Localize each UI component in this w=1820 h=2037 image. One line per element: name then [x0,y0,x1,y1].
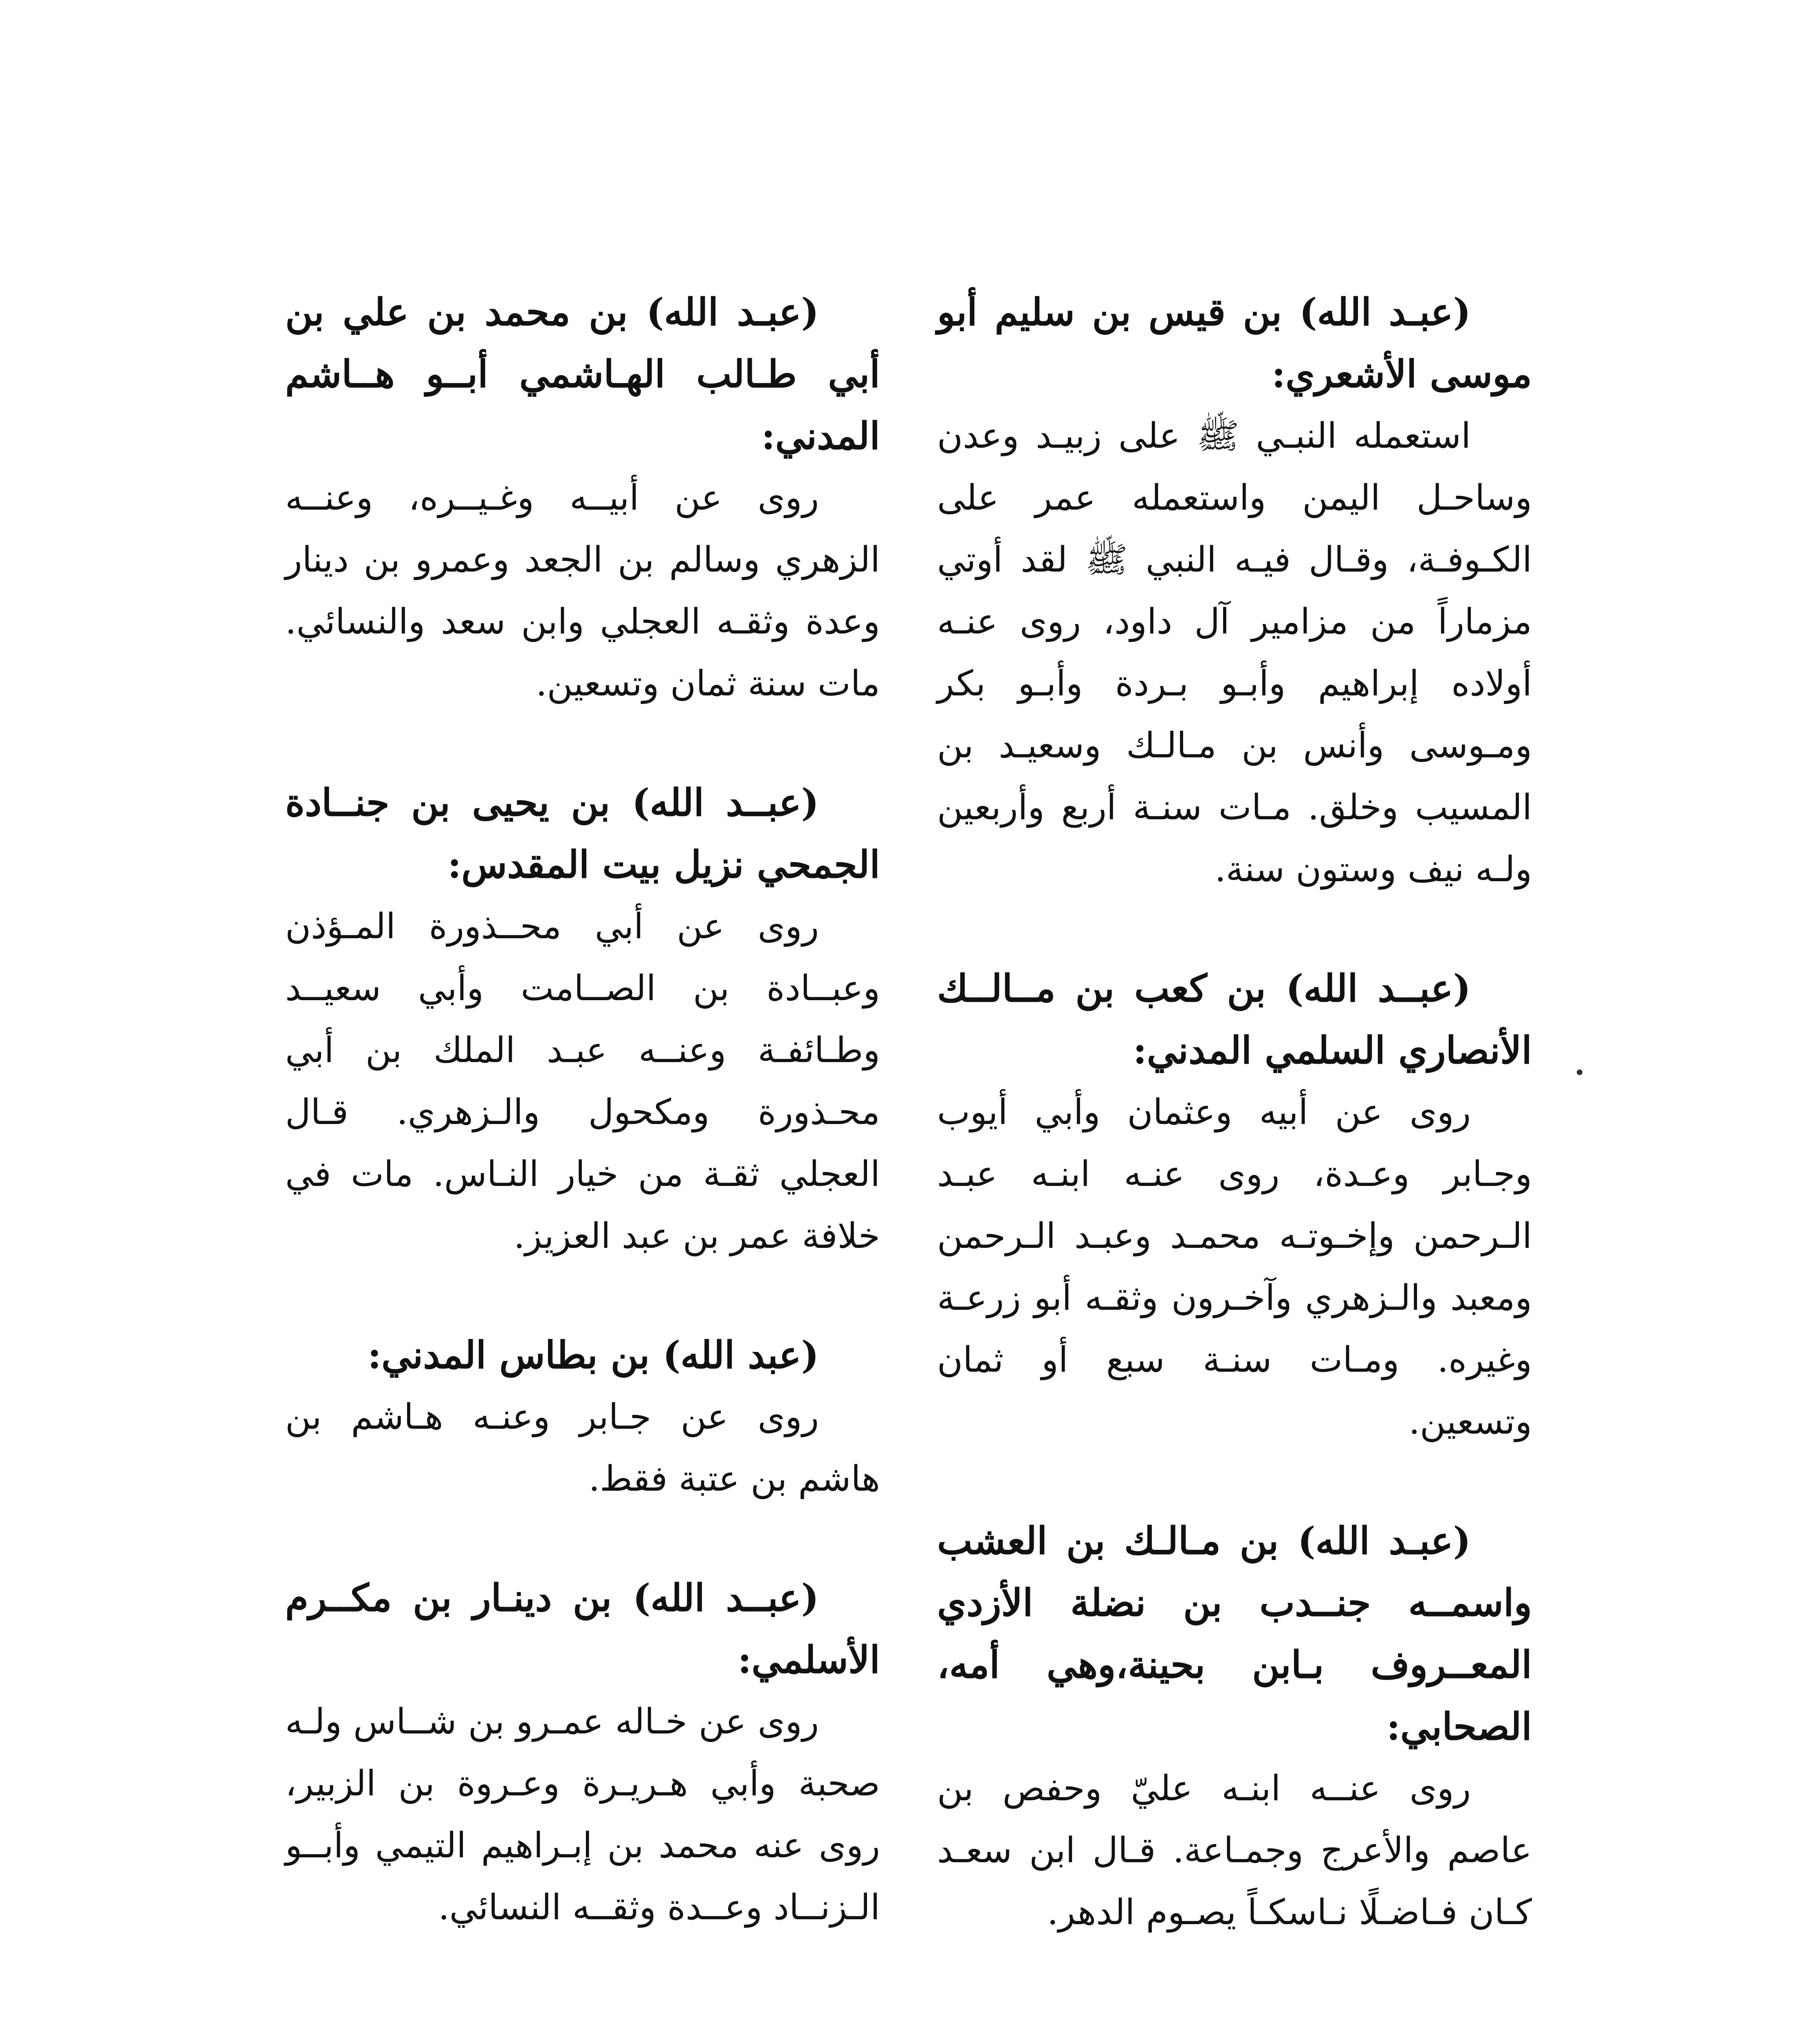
biography-entry [285,281,880,715]
entry-heading: (عبـد الله) بن قيس بن سليم أبو موسى الأشعري: [937,290,1532,396]
biography-entry [285,1324,880,1510]
biography-entry [937,957,1532,1453]
entry-body: روى عن أبيــه وغـيــره، وعنــه الزهري وسالم بن الجعد وعمرو بن دينار وعدة وثقـه العجلي وابن سعد والنسائي. مات سنة ثمان وتسعين. [285,477,880,704]
scan-speck [1577,1069,1582,1075]
biography-entry [285,1567,880,1938]
biography-entry [937,281,1532,900]
left-column [285,281,880,1938]
entry-heading: (عبد الله) بن بطاس المدني: [368,1333,819,1377]
entry-body: روى عن أبي محــذورة المـؤذن وعبــادة بن الصــامت وأبي سعيــد وطـائفـة وعنــه عبـد الملك بن أبي محـذورة ومكحول والـزهري. قـال العجلي ثقـة من خيار النـاس. مات في خلافة عمر بن عبد العزيز. [285,906,880,1256]
entry-heading: (عبــد الله) بن يحيى بن جنــادة الجمحي نزيل بيت المقدس: [285,781,880,887]
biography-entry [285,772,880,1267]
entry-body: روى عنــه ابنـه عليّ وحفص بن عاصم والأعرج وجمـاعة. قـال ابن سعـد كـان فـاضـلًا نـاسكـاً يصـوم الدهر. [937,1768,1532,1933]
entry-heading: (عبـد الله) بن مـالـك بن العشب واسمــه جنــدب بن نضلة الأزدي المعــروف بـابن بحينة،وهي أمه، الصحابي: [937,1519,1532,1749]
biography-entry [937,1510,1532,1943]
entry-heading: (عبـد الله) بن محمد بن علي بن أبي طـالب الهـاشمي أبــو هــاشم المدني: [285,290,880,458]
entry-body: روى عن أبيه وعثمان وأبي أيوب وجـابر وعـدة، روى عنـه ابنـه عبـد الـرحمن وإخـوتـه محمـد وعبـد الـرحمن ومعبد والـزهري وآخـرون وثقـه أبو زرعـة وغيره. ومـات سنـة سبع أو ثمان وتسعين. [937,1092,1532,1442]
entry-heading: (عبــد الله) بن دينـار بن مكــرم الأسلمي: [285,1576,880,1682]
entry-body: استعمله النبـي ﷺ على زبيـد وعدن وساحـل اليمن واستعمله عمر على الكـوفـة، وقـال فيـه النبي ﷺ لقد أوتي مزماراً من مزامير آل داود، روى عنـه أولاده إبراهيم وأبـو بـردة وأبـو بكر ومـوسى وأنس بن مـالـك وسعيـد بن المسيب وخلق. مـات سنـة أربع وأربعين ولـه نيف وستون سنة. [937,416,1532,890]
entry-body: روى عن جـابر وعنـه هـاشم بن هاشم بن عتبة فقط. [285,1397,880,1499]
right-column [937,281,1532,1943]
entry-heading: (عبــد الله) بن كعب بن مــالــك الأنصاري السلمي المدني: [937,966,1532,1072]
entry-body: روى عن خـاله عمـرو بن شــاس ولـه صحبة وأبي هـريـرة وعـروة بن الزبير، روى عنه محمد بن إبـراهيم التيمي وأبــو الـزنــاد وعــدة وثقــه النسائي. [285,1701,880,1928]
